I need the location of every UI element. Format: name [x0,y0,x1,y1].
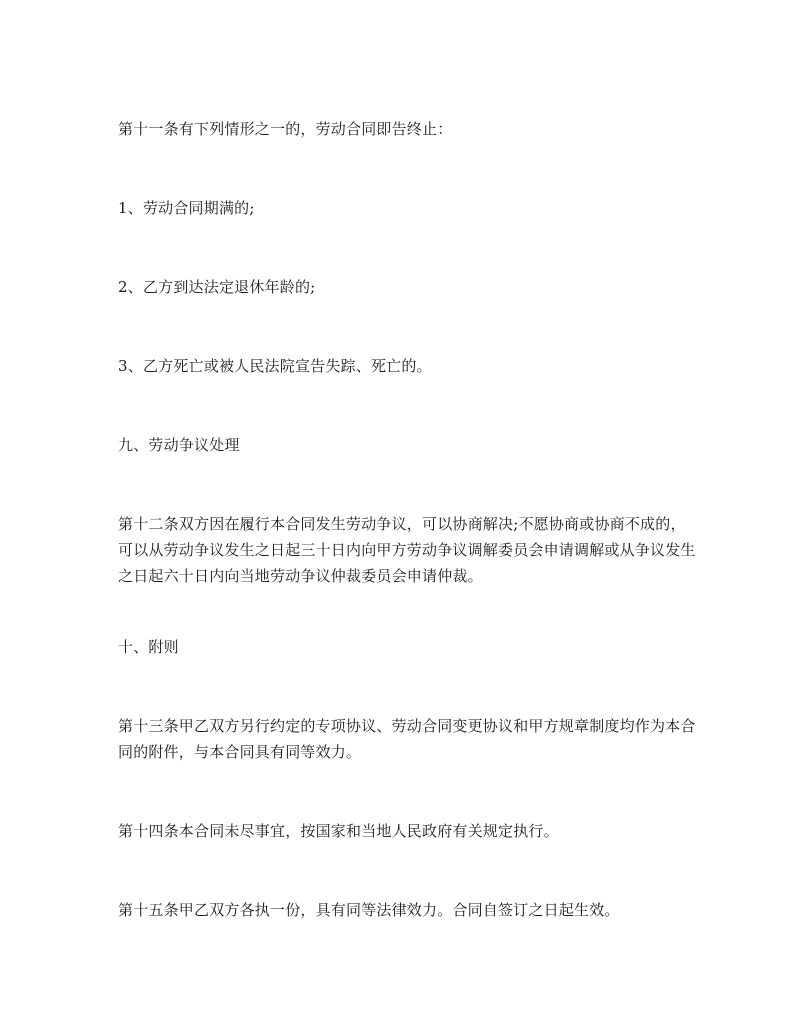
clause-11-intro: 第十一条有下列情形之一的，劳动合同即告终止： [118,120,453,138]
clause-11-item-2: 2、乙方到达法定退休年龄的; [118,278,316,296]
clause-15: 第十五条甲乙双方各执一份，具有同等法律效力。合同自签订之日起生效。 [118,901,620,919]
clause-11-item-3: 3、乙方死亡或被人民法院宣告失踪、死亡的。 [118,357,432,375]
clause-12: 第十二条双方因在履行本合同发生劳动争议，可以协商解决;不愿协商或协商不成的，可以从劳动争议发生之日起三十日内向甲方劳动争议调解委员会申请调解或从争议发生之日起六十日内向当地劳动争议仲裁委员会申请仲裁。 [118,515,696,585]
section-9-heading: 九、劳动争议处理 [118,436,240,454]
section-10-heading: 十、附则 [118,638,179,656]
clause-13: 第十三条甲乙双方另行约定的专项协议、劳动合同变更协议和甲方规章制度均作为本合同的附件，与本合同具有同等效力。 [118,717,696,761]
clause-11-item-1: 1、劳动合同期满的; [118,199,255,217]
clause-14: 第十四条本合同未尽事宜，按国家和当地人民政府有关规定执行。 [118,822,559,840]
